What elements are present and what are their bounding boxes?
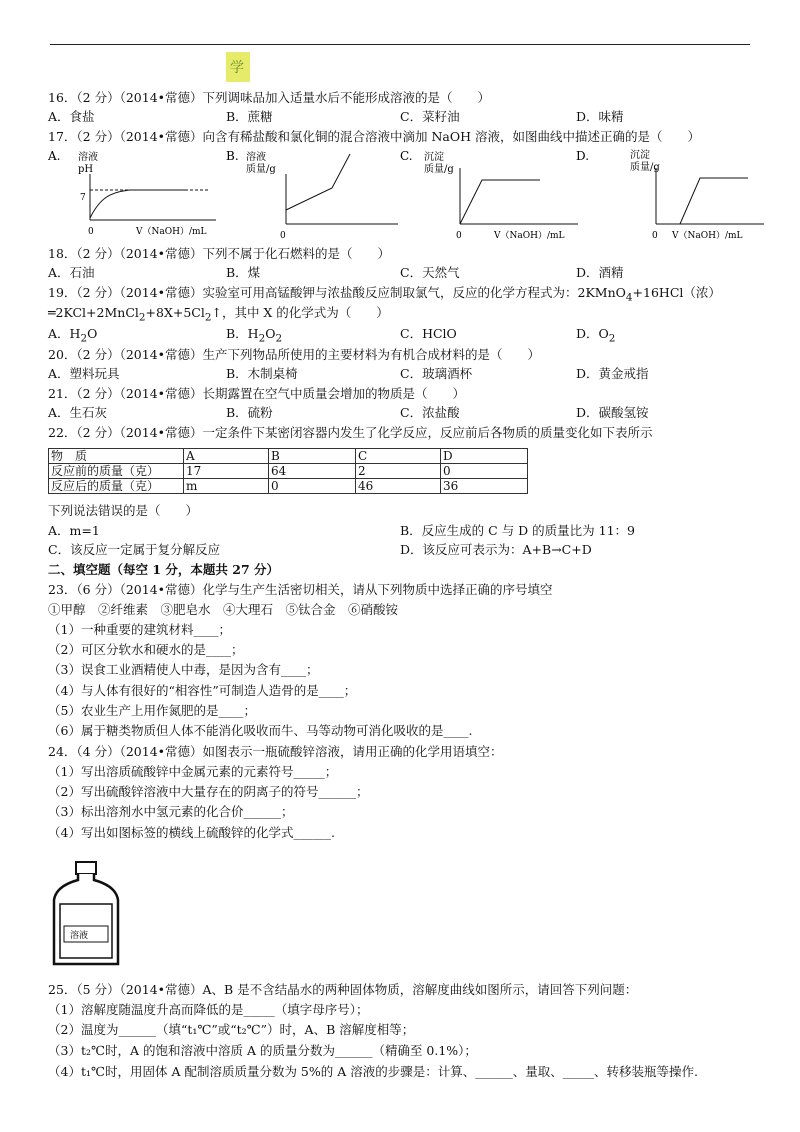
q18-option-c[interactable]: C．天然气: [400, 265, 460, 280]
graph-d[interactable]: [576, 148, 764, 241]
q23-choices: ①甲醇 ②纤维素 ③肥皂水 ④大理石 ⑤钛合金 ⑥硝酸铵: [48, 602, 399, 617]
q23-item-6[interactable]: （6）属于糖类物质但人体不能消化吸收而牛、马等动物可消化吸收的是____.: [48, 723, 473, 738]
table-cell: 反应后的质量（克）: [49, 479, 184, 494]
graph-d-letter: D.: [576, 149, 590, 163]
q25-stem: 25．（5 分）（2014•常德）A、B 是不含结晶水的两种固体物质，溶解度曲线如图所示，请回答下列问题：: [48, 982, 638, 997]
graph-b-letter: B.: [226, 149, 239, 163]
q25-item-3[interactable]: （3）t₂℃时，A 的饱和溶液中溶质 A 的质量分数为______（精确至 0.1%）；: [48, 1043, 477, 1058]
table-cell: D: [441, 449, 528, 464]
q21-option-d[interactable]: D．碳酸氢铵: [576, 405, 649, 420]
q18-option-a[interactable]: A．石油: [48, 265, 95, 280]
graph-a-ylabel2: pH: [78, 164, 94, 175]
q21-stem: 21．（2 分）（2014•常德）长期露置在空气中质量会增加的物质是（ ）: [48, 386, 466, 401]
q23-item-2[interactable]: （2）可区分软水和硬水的是____；: [48, 642, 244, 657]
q19-stem-line2: $═2KCl+2MnCl_2+8X+5Cl_2↑$，其中 X 的化学式为（ ）: [48, 305, 389, 324]
q20-option-d[interactable]: D．黄金戒指: [576, 366, 649, 381]
q22-stem: 22．（2 分）（2014•常德）一定条件下某密闭容器内发生了化学反应，反应前后各物质的质量变化如下表所示: [48, 425, 653, 440]
table-cell: 2: [356, 464, 441, 479]
table-row: [49, 479, 528, 494]
q16-option-c[interactable]: C．菜籽油: [400, 109, 460, 124]
table-row: [49, 464, 528, 479]
graph-d-xlabel: V（NaOH）/mL: [672, 231, 743, 241]
bottle-figure: [50, 860, 122, 970]
q20-option-c[interactable]: C．玻璃酒杯: [400, 366, 473, 381]
graph-c-ylabel1: 沉淀: [424, 152, 444, 163]
graph-a-xlabel: V（NaOH）/mL: [136, 227, 207, 237]
q17-stem: 17．（2 分）（2014•常德）向含有稀盐酸和氯化铜的混合溶液中滴加 NaOH 溶液，如图曲线中描述正确的是（ ）: [48, 129, 701, 144]
graph-c-ylabel2: 质量/g: [424, 164, 454, 175]
q20-option-b[interactable]: B．木制桌椅: [226, 366, 298, 381]
q23-item-1[interactable]: （1）一种重要的建筑材料____；: [48, 622, 231, 637]
watermark-logo: [226, 52, 250, 82]
q22-option-a[interactable]: A．m=1: [48, 523, 100, 538]
q18-stem: 18．（2 分）（2014•常德）下列不属于化石燃料的是（ ）: [48, 246, 391, 261]
table-cell: A: [184, 449, 269, 464]
header-rule: [50, 44, 750, 45]
graph-c-xlabel: V（NaOH）/mL: [494, 231, 565, 241]
q24-stem: 24．（4 分）（2014•常德）如图表示一瓶硫酸锌溶液，请用正确的化学用语填空：: [48, 744, 503, 759]
graph-a-letter: A.: [48, 149, 61, 163]
table-cell: 46: [356, 479, 441, 494]
q22-table: [48, 448, 528, 494]
graph-a-tick7: 7: [80, 193, 86, 203]
q20-option-a[interactable]: A．塑料玩具: [48, 366, 120, 381]
q23-item-5[interactable]: （5）农业生产上用作氮肥的是____；: [48, 703, 256, 718]
q19-option-d[interactable]: D．$O_2$: [576, 326, 616, 345]
q19-option-a[interactable]: A．$H_2O$: [48, 326, 98, 345]
q21-option-b[interactable]: B．硫粉: [226, 405, 273, 420]
q22-option-c[interactable]: C．该反应一定属于复分解反应: [48, 542, 221, 557]
table-cell: m: [184, 479, 269, 494]
q19-option-c[interactable]: C．HClO: [400, 326, 457, 341]
q16-stem: 16．（2 分）（2014•常德）下列调味品加入适量水后不能形成溶液的是（ ）: [48, 90, 491, 105]
table-cell: 64: [269, 464, 356, 479]
q21-option-c[interactable]: C．浓盐酸: [400, 405, 460, 420]
q23-stem: 23．（6 分）（2014•常德）化学与生产生活密切相关，请从下列物质中选择正确的序号填空: [48, 582, 553, 597]
graph-c-origin: 0: [456, 231, 462, 241]
q16-option-a[interactable]: A．食盐: [48, 109, 95, 124]
q19-stem-line1: 19．（2 分）（2014•常德）实验室可用高锰酸钾与浓盐酸反应制取氯气，反应的化学方程式为：2KMnO$_4$+16HCl（浓）: [48, 285, 721, 304]
graph-c-letter: C.: [400, 149, 413, 163]
q24-item-1[interactable]: （1）写出溶质硫酸锌中金属元素的元素符号_____；: [48, 764, 338, 779]
graph-b-origin: 0: [280, 231, 286, 241]
q22-follow: 下列说法错误的是（ ）: [48, 503, 199, 518]
graph-d-origin: 0: [652, 231, 658, 241]
graph-c[interactable]: [400, 149, 578, 241]
graph-d-ylabel2: 质量/g: [630, 162, 660, 173]
logo-char: 学: [230, 60, 244, 76]
q19-option-b[interactable]: B．$H_2O_2$: [226, 326, 283, 345]
graph-d-ylabel1: 沉淀: [630, 150, 650, 161]
table-row: [49, 449, 528, 464]
table-cell: 36: [441, 479, 528, 494]
section-title: 二、填空题（每空 1 分，本题共 27 分）: [48, 562, 280, 577]
bottle-label: 溶液: [70, 931, 89, 941]
table-cell: 物 质: [49, 449, 184, 464]
q24-item-3[interactable]: （3）标出溶剂水中氢元素的化合价______；: [48, 804, 294, 819]
q21-option-a[interactable]: A．生石灰: [48, 405, 108, 420]
table-cell: 0: [269, 479, 356, 494]
q20-stem: 20．（2 分）（2014•常德）生产下列物品所使用的主要材料为有机合成材料的是（ ）: [48, 347, 541, 362]
graph-b[interactable]: [226, 149, 398, 241]
table-cell: B: [269, 449, 356, 464]
q24-item-2[interactable]: （2）写出硫酸锌溶液中大量存在的阴离子的符号______；: [48, 784, 369, 799]
table-cell: 反应前的质量（克）: [49, 464, 184, 479]
q25-item-1[interactable]: （1）溶解度随温度升高而降低的是_____（填字母序号）；: [48, 1002, 369, 1017]
q18-option-d[interactable]: D．酒精: [576, 265, 624, 280]
q22-option-b[interactable]: B．反应生成的 C 与 D 的质量比为 11：9: [400, 523, 635, 538]
q25-item-4[interactable]: （4）t₁℃时，用固体 A 配制溶质质量分数为 5%的 A 溶液的步骤是：计算、______、量取、_____、转移装瓶等操作.: [48, 1064, 698, 1079]
graph-a-origin: 0: [88, 227, 94, 237]
table-cell: C: [356, 449, 441, 464]
q18-option-b[interactable]: B．煤: [226, 265, 261, 280]
graph-a-ylabel1: 溶液: [78, 152, 98, 163]
q17-graphs: [48, 148, 768, 244]
q23-item-3[interactable]: （3）误食工业酒精使人中毒，是因为含有____；: [48, 662, 319, 677]
graph-b-ylabel1: 溶液: [246, 152, 266, 163]
q22-option-d[interactable]: D．该反应可表示为：A+B→C+D: [400, 542, 592, 557]
table-cell: 17: [184, 464, 269, 479]
graph-a[interactable]: [48, 149, 216, 237]
q25-item-2[interactable]: （2）温度为______（填“t₁℃”或“t₂℃”）时，A、B 溶解度相等；: [48, 1022, 415, 1037]
q23-item-4[interactable]: （4）与人体有很好的“相容性”可制造人造骨的是____；: [48, 683, 357, 698]
graph-b-ylabel2: 质量/g: [246, 164, 276, 175]
q16-option-b[interactable]: B．蔗糖: [226, 109, 273, 124]
table-cell: 0: [441, 464, 528, 479]
q24-item-4[interactable]: （4）写出如图标签的横线上硫酸锌的化学式______.: [48, 825, 335, 840]
q16-option-d[interactable]: D．味精: [576, 109, 624, 124]
